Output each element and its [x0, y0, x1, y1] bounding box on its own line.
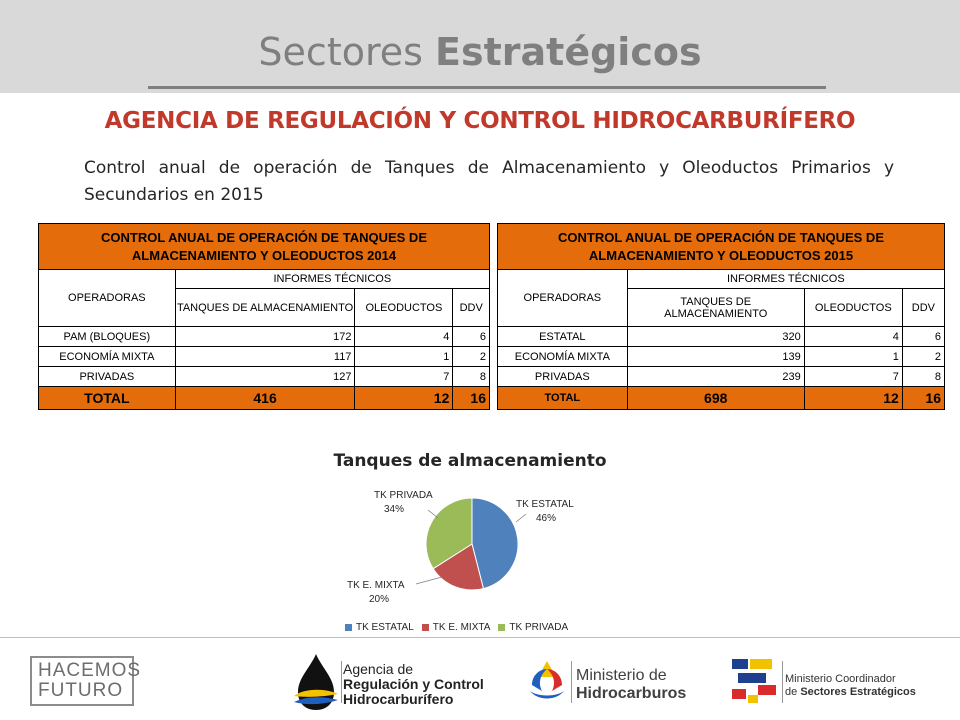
total-tanques: 698	[627, 387, 804, 410]
cell-tanques: 172	[175, 327, 355, 347]
cell-ddv: 2	[902, 347, 944, 367]
cell-tanques: 117	[175, 347, 355, 367]
col-ddv: DDV	[453, 289, 490, 327]
col-oleoductos: OLEODUCTOS	[804, 289, 902, 327]
slice-label-tk-e-mixta	[347, 579, 405, 607]
legend-item	[345, 622, 414, 633]
arch-line-2: Regulación y Control	[343, 676, 484, 692]
cell-tanques: 139	[627, 347, 804, 367]
ministerio-hidrocarburos-emblem-icon	[524, 657, 570, 705]
page-title	[0, 30, 960, 74]
hacemos-futuro-logo	[30, 656, 142, 706]
chart-legend	[345, 620, 576, 634]
total-oleoductos: 12	[355, 387, 453, 410]
page-title-bold: Estratégicos	[435, 30, 702, 74]
footer-separator	[571, 661, 572, 703]
table-2014-title: CONTROL ANUAL DE OPERACIÓN DE TANQUES DE ALMACENAMIENTO Y OLEODUCTOS 2014	[39, 224, 490, 270]
col-tanques: TANQUES DE ALMACENAMIENTO	[627, 289, 804, 327]
col-tanques: TANQUES DE ALMACENAMIENTO	[175, 289, 355, 327]
table-total-row	[498, 387, 945, 410]
cell-oleoductos: 1	[804, 347, 902, 367]
cell-operadora: ECONOMÍA MIXTA	[498, 347, 628, 367]
chart-title: Tanques de almacenamiento	[333, 451, 607, 471]
cell-oleoductos: 4	[355, 327, 453, 347]
cell-oleoductos: 1	[355, 347, 453, 367]
table-row	[498, 347, 945, 367]
cell-tanques: 320	[627, 327, 804, 347]
mc-line-2-prefix: de	[785, 686, 798, 698]
slice-label-name: TK E. MIXTA	[347, 580, 405, 591]
ministerio-coordinador-text	[785, 673, 916, 699]
mc-line-2-bold: Sectores Estratégicos	[800, 686, 916, 698]
col-oleoductos: OLEODUCTOS	[355, 289, 453, 327]
slice-label-percent: 46%	[536, 513, 557, 524]
footer-separator	[782, 661, 783, 703]
cell-operadora: PRIVADAS	[498, 367, 628, 387]
arch-logo-text	[343, 662, 484, 707]
table-2015	[497, 223, 945, 410]
col-operadoras: OPERADORAS	[39, 270, 176, 327]
mh-line-2: Hidrocarburos	[576, 685, 687, 702]
table-row	[39, 367, 490, 387]
arch-line-3: Hidrocarburífero	[343, 691, 454, 707]
cell-operadora: ESTATAL	[498, 327, 628, 347]
cell-ddv: 8	[902, 367, 944, 387]
description-text: Control anual de operación de Tanques de Almacenamiento y Oleoductos Primarios y Secundarios en 2015	[84, 158, 894, 205]
cell-operadora: PAM (BLOQUES)	[39, 327, 176, 347]
total-oleoductos: 12	[804, 387, 902, 410]
col-operadoras: OPERADORAS	[498, 270, 628, 327]
arch-line-1: Agencia de	[343, 661, 414, 677]
cell-operadora: PRIVADAS	[39, 367, 176, 387]
ministerio-coordinador-emblem-icon	[728, 655, 780, 707]
legend-item	[422, 622, 491, 633]
hacemos-text: HACEMOS	[38, 660, 142, 681]
legend-label: TK ESTATAL	[356, 621, 414, 633]
table-2014	[38, 223, 490, 410]
table-row	[498, 367, 945, 387]
slice-label-name: TK ESTATAL	[516, 499, 574, 510]
col-ddv: DDV	[902, 289, 944, 327]
page-title-light: Sectores	[258, 30, 423, 74]
legend-swatch	[498, 624, 505, 631]
cell-ddv: 2	[453, 347, 490, 367]
mc-line-1: Ministerio Coordinador	[785, 673, 896, 685]
cell-ddv: 6	[902, 327, 944, 347]
cell-oleoductos: 7	[804, 367, 902, 387]
total-label: TOTAL	[39, 387, 176, 410]
agency-subtitle: AGENCIA DE REGULACIÓN Y CONTROL HIDROCARBURÍFERO	[104, 108, 856, 134]
table-row	[39, 347, 490, 367]
total-tanques: 416	[175, 387, 355, 410]
slice-label-tk-privada	[374, 489, 433, 517]
legend-label: TK PRIVADA	[509, 621, 569, 633]
title-underline	[148, 86, 826, 89]
table-2015-title: CONTROL ANUAL DE OPERACIÓN DE TANQUES DE ALMACENAMIENTO Y OLEODUCTOS 2015	[498, 224, 945, 270]
ministerio-hidrocarburos-text	[576, 667, 686, 703]
cell-tanques: 127	[175, 367, 355, 387]
mc-line-2	[785, 686, 916, 699]
total-ddv: 16	[902, 387, 944, 410]
total-label: TOTAL	[498, 387, 628, 410]
slice-label-tk-estatal	[516, 498, 574, 526]
cell-ddv: 8	[453, 367, 490, 387]
leader-line-tk-e-mixta	[416, 577, 442, 584]
slice-label-percent: 20%	[369, 594, 390, 605]
cell-operadora: ECONOMÍA MIXTA	[39, 347, 176, 367]
legend-swatch	[422, 624, 429, 631]
cell-tanques: 239	[627, 367, 804, 387]
footer-separator	[341, 661, 342, 703]
legend-swatch	[345, 624, 352, 631]
col-informes-tecnicos: INFORMES TÉCNICOS	[627, 270, 944, 289]
cell-oleoductos: 7	[355, 367, 453, 387]
legend-item	[498, 622, 568, 633]
footer-divider	[0, 637, 960, 638]
cell-ddv: 6	[453, 327, 490, 347]
table-row	[39, 327, 490, 347]
slice-label-name: TK PRIVADA	[374, 490, 433, 501]
table-row	[498, 327, 945, 347]
cell-oleoductos: 4	[804, 327, 902, 347]
futuro-text: FUTURO	[38, 680, 124, 701]
col-informes-tecnicos: INFORMES TÉCNICOS	[175, 270, 489, 289]
mh-line-1: Ministerio de	[576, 667, 667, 684]
arch-drop-logo-icon	[290, 652, 340, 712]
total-ddv: 16	[453, 387, 490, 410]
legend-label: TK E. MIXTA	[432, 621, 491, 633]
table-total-row	[39, 387, 490, 410]
slice-label-percent: 34%	[384, 504, 405, 515]
